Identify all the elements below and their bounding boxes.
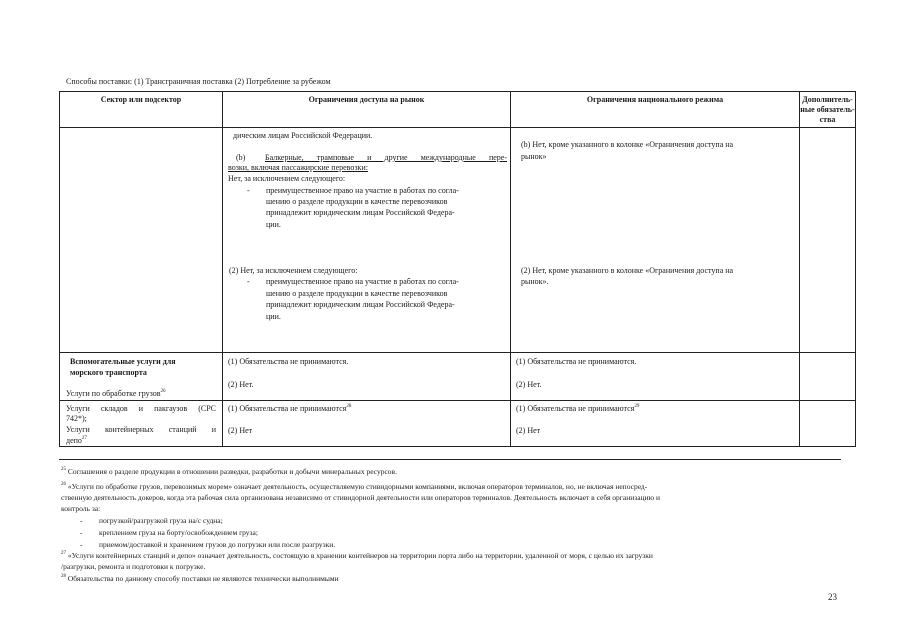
footnote-26-line-2: ственную деятельность докеров, когда эта рабочая сила организована независимо от стивидорной деятельности или операторов терминалов. Деятельность включает в себя организацию и	[61, 493, 661, 502]
header-additional: Дополнитель- ные обязатель- ства	[800, 95, 855, 124]
footnote-ref-29[interactable]: 29	[634, 404, 640, 409]
header-sector: Сектор или подсектор	[100, 95, 182, 104]
footnote-26-dash-2: -	[80, 528, 83, 537]
sector-aux-title-2: морского транспорта	[70, 368, 147, 377]
sector-container-1: Услуги контейнерных станций и	[66, 425, 216, 434]
header-bottom-border	[59, 127, 855, 128]
row3-nt-1: (1) Обязательства не принимаются$^{29}$	[516, 404, 640, 413]
ma-2-dash: -	[247, 277, 250, 286]
sector-cargo-handling: Услуги по обработке грузов$^{26}$	[66, 389, 166, 398]
ma-2-pref-1: преимущественное право на участие в работах по согла-	[266, 277, 459, 286]
footnote-ref-26[interactable]: 26	[160, 389, 166, 394]
footnote-27-line-1: $^{27}$ «Услуги контейнерных станций и депо» означает деятельность, состоящую в хранении контейнеров на территории порта либо на территории, удаленной от моря, с целью их загрузки	[61, 551, 653, 560]
footnote-26-dash-1: -	[80, 516, 83, 525]
row3-ma-1: (1) Обязательства не принимаются$^{28}$	[228, 404, 352, 413]
sector-warehouse-2: 742*);	[66, 414, 87, 423]
nt-b-line-2: рынок»	[521, 152, 547, 161]
footnote-27-line-2: /разгрузки, ремонта и подготовки к погрузке.	[61, 562, 206, 571]
ma-b-marker: (b)	[236, 153, 246, 162]
row2-nt-1: (1) Обязательства не принимаются.	[516, 357, 637, 366]
table-bottom-border	[59, 446, 855, 447]
ma-2-pref-2: шению о разделе продукции в качестве перевозчиков	[266, 289, 448, 298]
row1-bottom-border	[59, 352, 855, 353]
ma-none-except: Нет, за исключением следующего:	[228, 174, 346, 183]
col-border-right	[855, 91, 856, 447]
ma-pref-4: ции.	[266, 220, 281, 229]
sector-container-2: депо$^{27}$	[66, 436, 87, 445]
ma-pref-2: шению о разделе продукции в качестве перевозчиков	[266, 197, 448, 206]
nt-b-line-1: (b) Нет, кроме указанного в колонке «Ограничения доступа на	[521, 140, 734, 149]
ma-2-pref-3: принадлежит юридическим лицам Российской Федера-	[266, 300, 455, 309]
ma-2-none-except: (2) Нет, за исключением следующего:	[229, 266, 358, 275]
footnote-25: $^{25}$ Соглашения о разделе продукции в отношении разведки, разработки и добычи минеральных ресурсов.	[61, 467, 397, 476]
header-national-treatment: Ограничения национального режима	[586, 95, 724, 104]
col-border-1	[222, 91, 223, 447]
ma-line-1: дическим лицам Российской Федерации.	[233, 131, 373, 140]
sector-aux-title-1: Вспомогательные услуги для	[70, 357, 176, 366]
ma-2-pref-4: ции.	[266, 312, 281, 321]
col-border-left	[59, 91, 60, 447]
ma-b-text-1: Балкерные, трамповые и другие международные пере-	[265, 153, 507, 162]
row2-ma-1: (1) Обязательства не принимаются.	[228, 357, 349, 366]
row3-ma-2: (2) Нет	[228, 426, 253, 435]
footnote-26-item-2: креплением груза на борту/освобождением груза;	[99, 528, 258, 537]
footnote-ref-27[interactable]: 27	[81, 436, 87, 441]
page-number: 23	[828, 592, 837, 602]
col-border-3	[799, 91, 800, 447]
footnote-separator	[59, 459, 841, 460]
col-border-2	[510, 91, 511, 447]
nt-2-line-2: рынок».	[521, 277, 549, 286]
ma-dash: -	[247, 186, 250, 195]
supply-modes-caption: Способы поставки: (1) Трансграничная поставка (2) Потребление за рубежом	[66, 77, 331, 86]
ma-pref-1: преимущественное право на участие в работах по согла-	[266, 186, 459, 195]
row3-nt-2: (2) Нет	[516, 426, 541, 435]
footnote-26-line-3: контроль за:	[61, 504, 101, 513]
footnote-26-item-3: приемом/доставкой и хранением грузов до погрузки или после разгрузки.	[99, 540, 336, 549]
row2-ma-2: (2) Нет.	[228, 380, 254, 389]
sector-warehouse-1: Услуги складов и пакгаузов (CPC	[66, 404, 216, 413]
ma-pref-3: принадлежит юридическим лицам Российской Федера-	[266, 208, 455, 217]
header-market-access: Ограничения доступа на рынок	[308, 95, 425, 104]
nt-2-line-1: (2) Нет, кроме указанного в колонке «Ограничения доступа на	[521, 266, 734, 275]
footnote-26-item-1: погрузкой/разгрузкой груза на/с судна;	[99, 516, 223, 525]
footnote-ref-28[interactable]: 28	[346, 404, 352, 409]
footnote-26-dash-3: -	[80, 540, 83, 549]
footnote-26-line-1: $^{26}$ «Услуги по обработке грузов, перевозимых морем» означает деятельность, осуществляемую стивидорными компаниями, включая операторов терминалов, но, не включая непосред-	[61, 482, 648, 491]
footnote-28: $^{28}$ Обязательства по данному способу поставки не являются технически выполнимыми	[61, 574, 339, 583]
ma-b-text-2: возки, включая пассажирские перевозки:	[228, 163, 368, 172]
row2-bottom-border	[59, 400, 855, 401]
row2-nt-2: (2) Нет.	[516, 380, 542, 389]
table-top-border	[59, 91, 855, 92]
